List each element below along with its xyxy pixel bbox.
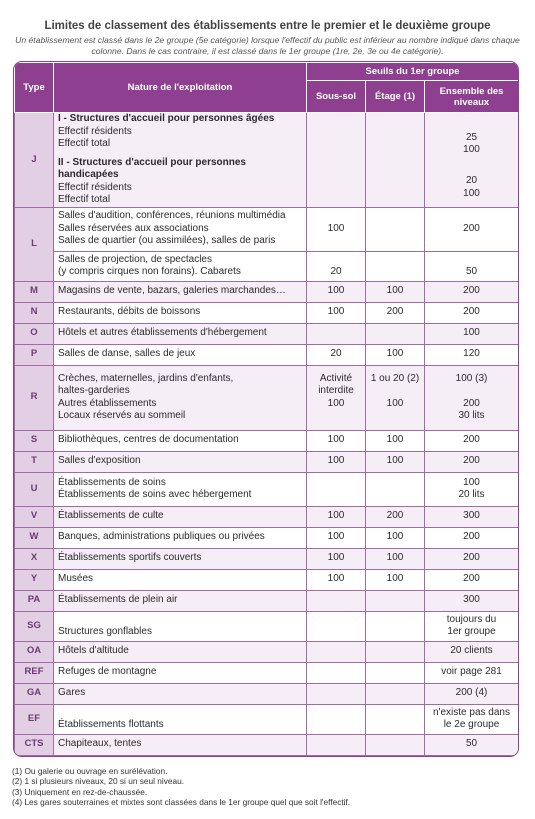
cell-line: 20 xyxy=(330,348,342,360)
sous-sol-cell xyxy=(307,527,366,548)
sous-sol-cell xyxy=(307,251,366,281)
nature-cell xyxy=(54,365,307,430)
cell-line: 200 xyxy=(463,285,480,297)
table-row xyxy=(15,451,519,472)
cell-line xyxy=(311,188,361,201)
sous-sol-cell xyxy=(307,548,366,569)
type-cell: T xyxy=(15,451,54,472)
cell-line xyxy=(370,385,420,398)
header-nature: Nature de l'exploitation xyxy=(54,63,307,113)
cell-line: Locaux réservés au sommeil xyxy=(58,410,186,421)
cell-line: Bibliothèques, centres de documentation xyxy=(58,434,239,446)
cell-line xyxy=(311,327,361,340)
nature-cell xyxy=(54,548,307,569)
nature-cell xyxy=(54,662,307,683)
cell-line: 120 xyxy=(463,348,480,360)
cell-line xyxy=(370,266,420,279)
etage-cell xyxy=(366,506,425,527)
table-row xyxy=(15,251,519,281)
cell-line: 200 xyxy=(463,531,480,543)
cell-line: 100 (3) xyxy=(455,372,488,384)
cell-line: 200 (4) xyxy=(455,687,488,699)
etage-cell xyxy=(366,662,425,683)
nature-cell xyxy=(54,430,307,451)
etage-cell xyxy=(366,683,425,704)
table-row xyxy=(15,207,519,251)
sous-sol-cell xyxy=(307,662,366,683)
cell-line xyxy=(429,163,514,176)
ensemble-cell xyxy=(425,641,519,662)
cell-line: Chapiteaux, tentes xyxy=(58,738,142,750)
etage-cell xyxy=(366,365,425,430)
cell-line: 200 xyxy=(463,434,480,446)
cell-line: 100 xyxy=(463,187,480,199)
cell-line: (y compris cirques non forains). Cabarets xyxy=(58,266,241,277)
cell-line: Hôtels et autres établissements d'hébergement xyxy=(58,327,267,339)
cell-line: 200 xyxy=(463,306,480,318)
cell-line xyxy=(311,132,361,145)
table-row xyxy=(15,113,519,208)
cell-line: 100 xyxy=(463,476,480,488)
ensemble-cell xyxy=(425,344,519,365)
nature-cell xyxy=(54,113,307,208)
footnote: (2) 1 si plusieurs niveaux, 20 si un seul niveau. xyxy=(12,776,185,787)
cell-line: haltes-garderies xyxy=(58,385,130,396)
cell-line: Effectif total xyxy=(58,194,111,205)
ensemble-cell xyxy=(425,506,519,527)
cell-line: Salles de quartier (ou assimilées), salles de paris xyxy=(58,235,276,247)
cell-line xyxy=(311,707,361,720)
cell-line: Salles de projection, de spectacles xyxy=(58,253,212,265)
cell-line xyxy=(370,489,420,502)
cell-line: 20 lits xyxy=(458,489,485,500)
cell-line xyxy=(370,410,420,423)
table-row xyxy=(15,548,519,569)
cell-line: 200 xyxy=(463,397,480,409)
cell-line xyxy=(370,626,420,639)
cell-line xyxy=(311,738,361,751)
cell-line: 100 xyxy=(327,285,345,297)
cell-line: Établissements de soins avec hébergement xyxy=(58,489,252,500)
cell-line: 100 xyxy=(463,144,480,156)
cell-line xyxy=(429,385,514,398)
page-subtitle: Un établissement est classé dans le 2e groupe (5e catégorie) lorsque l'effectif du public est inférieur au nombre indiqué dans chaque colonne. Dans le cas contraire, il est classé dans le 1er groupe (1re, 2e, 3e ou 4e catégorie). xyxy=(15,35,520,56)
cell-line xyxy=(370,687,420,700)
table-row xyxy=(15,344,519,365)
ensemble-cell xyxy=(425,683,519,704)
table-row xyxy=(15,662,519,683)
cell-line: Musées xyxy=(58,573,94,585)
sous-sol-cell xyxy=(307,451,366,472)
sous-sol-cell xyxy=(307,569,366,590)
ensemble-cell xyxy=(425,548,519,569)
etage-cell xyxy=(366,430,425,451)
cell-line xyxy=(370,144,420,157)
nature-cell xyxy=(54,683,307,704)
cell-line xyxy=(311,687,361,700)
cell-line: 25 xyxy=(465,131,478,143)
sous-sol-cell xyxy=(307,590,366,611)
cell-line xyxy=(311,144,361,157)
type-cell: O xyxy=(15,323,54,344)
sous-sol-cell xyxy=(307,207,366,251)
footnote: (3) Uniquement en rez-de-chaussée. xyxy=(12,786,148,797)
ensemble-cell xyxy=(425,430,519,451)
type-cell: U xyxy=(15,472,54,506)
nature-cell xyxy=(54,611,307,641)
table-row xyxy=(15,611,519,641)
cell-line xyxy=(311,235,361,248)
etage-cell xyxy=(366,281,425,302)
footnote: (1) Ou galerie ou ouvrage en surélévation. xyxy=(12,766,168,776)
cell-line: Autres établissements xyxy=(58,397,157,409)
ensemble-cell xyxy=(425,365,519,430)
type-cell: REF xyxy=(15,662,54,683)
cell-line: Effectif résidents xyxy=(58,125,132,137)
sous-sol-cell xyxy=(307,734,366,755)
cell-line xyxy=(370,327,420,340)
sous-sol-cell xyxy=(307,641,366,662)
ensemble-cell xyxy=(425,281,519,302)
cell-line: interdite xyxy=(318,385,354,396)
table-row xyxy=(15,302,519,323)
etage-cell xyxy=(366,590,425,611)
cell-line: 200 xyxy=(463,455,480,467)
ensemble-cell xyxy=(425,590,519,611)
cell-line: 100 xyxy=(327,397,345,409)
nature-cell xyxy=(54,207,307,251)
cell-line xyxy=(311,645,361,658)
header-sous-sol: Sous-sol xyxy=(307,81,366,113)
cell-line: 30 lits xyxy=(458,410,485,421)
cell-line: Salles réservées aux associations xyxy=(58,222,209,234)
cell-line xyxy=(311,410,361,423)
cell-line: Salles d'exposition xyxy=(58,455,141,467)
type-cell: X xyxy=(15,548,54,569)
cell-line: 1er groupe xyxy=(447,626,496,637)
cell-line xyxy=(370,666,420,679)
etage-cell xyxy=(366,734,425,755)
cell-line xyxy=(58,707,302,720)
table-row xyxy=(15,506,519,527)
footnotes xyxy=(12,766,350,808)
cell-line xyxy=(311,163,361,176)
cell-line: 100 xyxy=(327,306,345,318)
ensemble-cell xyxy=(425,704,519,734)
cell-line: Crèches, maternelles, jardins d'enfants, xyxy=(58,372,234,384)
sous-sol-cell xyxy=(307,506,366,527)
table-row xyxy=(15,527,519,548)
cell-line xyxy=(429,210,514,223)
cell-line: Restaurants, débits de boissons xyxy=(58,306,201,318)
cell-line: Établissements de plein air xyxy=(58,594,178,606)
cell-line: 300 xyxy=(463,510,480,522)
cell-line: 300 xyxy=(463,594,480,606)
cell-line: Effectif résidents xyxy=(58,181,132,193)
cell-line: voir page 281 xyxy=(441,666,502,678)
cell-line: Activité xyxy=(319,372,353,384)
cell-line: 20 xyxy=(465,175,478,187)
cell-line: 100 xyxy=(327,455,345,467)
cell-line xyxy=(311,119,361,132)
table-row xyxy=(15,281,519,302)
nature-cell xyxy=(54,281,307,302)
cell-line: 50 xyxy=(465,738,478,750)
cell-line: 200 xyxy=(463,552,480,564)
ensemble-cell xyxy=(425,734,519,755)
etage-cell xyxy=(366,704,425,734)
nature-cell xyxy=(54,302,307,323)
type-cell: J xyxy=(15,113,54,208)
cell-line: 100 xyxy=(327,531,345,543)
etage-cell xyxy=(366,611,425,641)
cell-line xyxy=(370,132,420,145)
cell-line: Refuges de montagne xyxy=(58,666,157,678)
cell-line: Effectif total xyxy=(58,138,111,149)
type-cell: L xyxy=(15,207,54,281)
cell-line: Hôtels d'altitude xyxy=(58,645,129,657)
cell-line xyxy=(370,594,420,607)
cell-line xyxy=(311,489,361,502)
etage-cell xyxy=(366,527,425,548)
header-ensemble: Ensemble des niveaux xyxy=(425,81,519,113)
cell-line xyxy=(311,210,361,223)
cell-line xyxy=(370,223,420,236)
nature-cell xyxy=(54,344,307,365)
cell-line: 100 xyxy=(327,222,345,234)
etage-cell xyxy=(366,207,425,251)
cell-line: 100 xyxy=(327,552,345,564)
cell-line: Établissements sportifs couverts xyxy=(58,552,202,564)
cell-line xyxy=(311,666,361,679)
cell-line: 100 xyxy=(327,510,345,522)
cell-line: 200 xyxy=(386,306,404,318)
type-cell: V xyxy=(15,506,54,527)
cell-line: Gares xyxy=(58,687,86,699)
ensemble-cell xyxy=(425,113,519,208)
type-cell: PA xyxy=(15,590,54,611)
cell-line xyxy=(370,614,420,627)
cell-line: 100 xyxy=(386,397,404,409)
nature-cell xyxy=(54,527,307,548)
type-cell: OA xyxy=(15,641,54,662)
sous-sol-cell xyxy=(307,344,366,365)
cell-line: 100 xyxy=(386,455,404,467)
cell-line xyxy=(311,254,361,267)
etage-cell xyxy=(366,344,425,365)
type-cell: P xyxy=(15,344,54,365)
cell-line xyxy=(370,163,420,176)
cell-line xyxy=(370,719,420,732)
nature-cell xyxy=(54,451,307,472)
sous-sol-cell xyxy=(307,683,366,704)
cell-line xyxy=(311,626,361,639)
cell-line: II - Structures d'accueil pour personnes handicapées xyxy=(58,156,246,180)
etage-cell xyxy=(366,113,425,208)
cell-line: n'existe pas dans xyxy=(433,706,510,718)
cell-line: 100 xyxy=(386,531,404,543)
ensemble-cell xyxy=(425,302,519,323)
etage-cell xyxy=(366,569,425,590)
classification-table xyxy=(13,61,519,757)
cell-line: le 2e groupe xyxy=(443,719,500,730)
cell-line: 100 xyxy=(386,434,404,446)
etage-cell xyxy=(366,251,425,281)
cell-line: 1 ou 20 (2) xyxy=(370,372,420,384)
cell-line: 100 xyxy=(463,327,480,339)
ensemble-cell xyxy=(425,527,519,548)
cell-line: Salles d'audition, conférences, réunions multimédia xyxy=(58,210,286,222)
cell-line xyxy=(370,235,420,248)
type-cell: CTS xyxy=(15,734,54,755)
cell-line xyxy=(370,645,420,658)
etage-cell xyxy=(366,323,425,344)
cell-line xyxy=(370,175,420,188)
cell-line: Établissements de culte xyxy=(58,510,164,522)
type-cell: S xyxy=(15,430,54,451)
cell-line xyxy=(311,477,361,490)
cell-line xyxy=(370,738,420,751)
nature-cell xyxy=(54,641,307,662)
nature-cell xyxy=(54,590,307,611)
table-row xyxy=(15,734,519,755)
nature-cell xyxy=(54,251,307,281)
table-row xyxy=(15,430,519,451)
cell-line: 200 xyxy=(386,510,404,522)
table-row xyxy=(15,704,519,734)
cell-line xyxy=(311,719,361,732)
table-row xyxy=(15,590,519,611)
type-cell: GA xyxy=(15,683,54,704)
cell-line: 100 xyxy=(327,434,345,446)
sous-sol-cell xyxy=(307,704,366,734)
etage-cell xyxy=(366,641,425,662)
cell-line: 20 clients xyxy=(450,645,493,657)
sous-sol-cell xyxy=(307,472,366,506)
header-etage: Étage (1) xyxy=(366,81,425,113)
cell-line: toujours du xyxy=(446,613,497,625)
type-cell: SG xyxy=(15,611,54,641)
cell-line xyxy=(370,477,420,490)
cell-line xyxy=(370,188,420,201)
table-row xyxy=(15,323,519,344)
table-row xyxy=(15,641,519,662)
etage-cell xyxy=(366,451,425,472)
cell-line: 100 xyxy=(386,573,404,585)
cell-line: Magasins de vente, bazars, galeries marchandes… xyxy=(58,285,286,297)
footnote: (4) Les gares souterraines et mixtes sont classées dans le 1er groupe quel que soit l'effectif. xyxy=(12,797,351,808)
etage-cell xyxy=(366,302,425,323)
header-seuils: Seuils du 1er groupe xyxy=(307,63,519,81)
table-row xyxy=(15,365,519,430)
sous-sol-cell xyxy=(307,430,366,451)
cell-line xyxy=(429,254,514,267)
type-cell: W xyxy=(15,527,54,548)
cell-line xyxy=(370,707,420,720)
sous-sol-cell xyxy=(307,611,366,641)
table-row xyxy=(15,683,519,704)
cell-line: Établissements flottants xyxy=(58,719,164,730)
cell-line xyxy=(311,175,361,188)
ensemble-cell xyxy=(425,251,519,281)
cell-line: 100 xyxy=(386,348,404,360)
sous-sol-cell xyxy=(307,281,366,302)
type-cell: Y xyxy=(15,569,54,590)
cell-line: 200 xyxy=(463,222,480,234)
etage-cell xyxy=(366,548,425,569)
cell-line xyxy=(311,614,361,627)
type-cell: M xyxy=(15,281,54,302)
ensemble-cell xyxy=(425,569,519,590)
cell-line: 100 xyxy=(327,573,345,585)
nature-cell xyxy=(54,569,307,590)
cell-line: 100 xyxy=(386,285,404,297)
table-row xyxy=(15,569,519,590)
ensemble-cell xyxy=(425,662,519,683)
ensemble-cell xyxy=(425,207,519,251)
nature-cell xyxy=(54,472,307,506)
cell-line xyxy=(370,210,420,223)
nature-cell xyxy=(54,704,307,734)
type-cell: R xyxy=(15,365,54,430)
etage-cell xyxy=(366,472,425,506)
type-cell: EF xyxy=(15,704,54,734)
cell-line: 50 xyxy=(465,266,478,277)
cell-line xyxy=(370,254,420,267)
cell-line: 20 xyxy=(330,266,342,277)
cell-line xyxy=(370,119,420,132)
sous-sol-cell xyxy=(307,323,366,344)
cell-line: Salles de danse, salles de jeux xyxy=(58,348,196,360)
cell-line: 100 xyxy=(386,552,404,564)
ensemble-cell xyxy=(425,451,519,472)
cell-line: Structures gonflables xyxy=(58,626,152,637)
cell-line: Établissements de soins xyxy=(58,476,166,488)
page-title: Limites de classement des établissements entre le premier et le deuxième groupe xyxy=(44,20,491,32)
cell-line xyxy=(429,119,514,132)
cell-line xyxy=(311,594,361,607)
sous-sol-cell xyxy=(307,365,366,430)
header-type: Type xyxy=(15,63,54,113)
cell-line xyxy=(58,614,302,627)
nature-cell xyxy=(54,323,307,344)
cell-line: Banques, administrations publiques ou privées xyxy=(58,531,265,543)
sous-sol-cell xyxy=(307,302,366,323)
ensemble-cell xyxy=(425,611,519,641)
nature-cell xyxy=(54,734,307,755)
cell-line: 200 xyxy=(463,573,480,585)
sous-sol-cell xyxy=(307,113,366,208)
ensemble-cell xyxy=(425,472,519,506)
type-cell: N xyxy=(15,302,54,323)
cell-line: I - Structures d'accueil pour personnes âgées xyxy=(58,113,275,124)
nature-cell xyxy=(54,506,307,527)
table-row xyxy=(15,472,519,506)
ensemble-cell xyxy=(425,323,519,344)
cell-line xyxy=(429,235,514,248)
